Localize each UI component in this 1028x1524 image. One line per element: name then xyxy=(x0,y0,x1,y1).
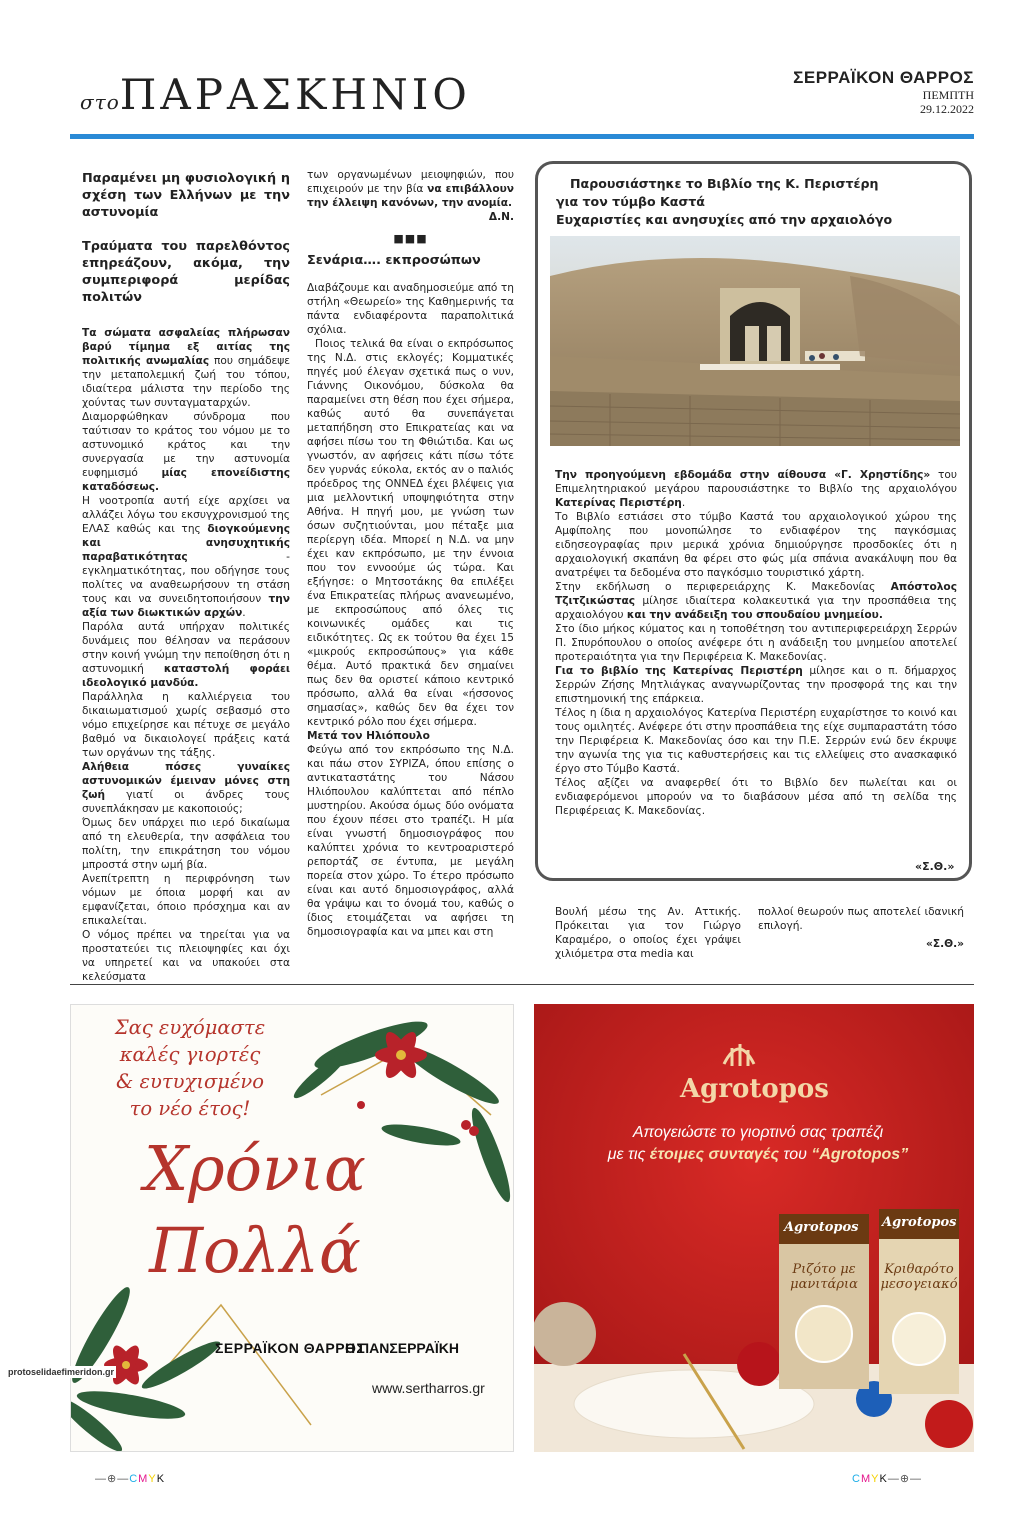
paragraph: πολλοί θεωρούν πως αποτελεί ιδανική επιλογή. xyxy=(758,906,964,932)
newspaper-name: ΣΕΡΡΑΪΚΟΝ ΘΑΡΡΟΣ xyxy=(793,68,974,87)
headline-police-1: Παραμένει μη φυσιολογική η σχέση των Ελλήνων με την αστυνομία xyxy=(82,171,290,220)
script-line: Χρόνια xyxy=(144,1132,366,1205)
ad-slogan xyxy=(558,1122,958,1166)
ad-script-title xyxy=(140,1128,370,1292)
agrotopos-logo: Agrotopos xyxy=(680,1074,829,1104)
slogan-line: Απογειώστε το γιορτινό σας τραπέζι xyxy=(632,1124,884,1141)
greeting-line: & ευτυχισμένο xyxy=(115,1070,265,1093)
logo-panserraiki: Η ΠΑΝΣΕΡΡΑΪΚΗ xyxy=(345,1340,459,1356)
paragraph: Τέλος αξίζει να αναφερθεί ότι το Βιβλίο δεν πωλείται και οι ενδιαφερόμενοι μπορούν να το διαβάσουν μέσα από τη σελίδα της Περιφέρειας Κ. Μακεδονίας. xyxy=(555,777,957,817)
source-watermark: protoselidaefimeridon.gr xyxy=(8,1367,115,1377)
package-2-name: Κριθαρότο μεσογειακό xyxy=(880,1262,958,1292)
paragraph: Αλήθεια πόσες γυναίκες αστυνομικών έμειναν μόνες στη ζωή γιατί οι άνδρες τους συνεπλάκησαν με κακοποιούς; xyxy=(82,761,290,815)
greeting-line: καλές γιορτές xyxy=(119,1043,261,1066)
paragraph: Φεύγω από τον εκπρόσωπο της Ν.Δ. και πάω στον ΣΥΡΙΖΑ, όπου επίσης ο αντικαταστάτης του Νάσου Ηλιόπουλου καλύπτεται από πέπλο μυστηρίου. Ακούσα όμως δύο ονόματα που έχουν πέσει στο τραπέζι. Η μία είναι γνωστή δημοσιογράφος που καλύπτει χρόνια το κεντροαριστερό ρεπορτάζ σε έντυπα, με μεγάλη πορεία στον χώρο. Το έτερο πρόσωπο είναι και αυτό δημοσιογράφος, αλλά θα γράψω και το όνομά του, καθώς ο ίδιος ετοιμάζεται να αφήσει τη δημοσιογραφία και να μπει και στη xyxy=(307,744,514,938)
headline-line: Παρουσιάστηκε το Βιβλίο της Κ. Περιστέρη xyxy=(570,176,879,191)
paragraph: Ο νόμος πρέπει να τηρείται για να προστατεύει τις πλειοψηφίες και όχι να υπηρετεί και να υπακούει στα κελεύσματα xyxy=(82,929,290,983)
paragraph: Στην εκδήλωση ο περιφερειάρχης Κ. Μακεδονίας Απόστολος Τζιτζικώστας μίλησε ιδιαίτερα κολακευτικά για την προσπάθεια της αρχαιολόγου και την ανάδειξη του σπουδαίου μνημείου. xyxy=(555,581,957,621)
section-title-prefix: στο xyxy=(80,90,120,114)
paragraph: Παρόλα αυτά υπήρχαν πολιτικές δυνάμεις που θέλησαν να περάσουν στην κοινή γνώμη την πεποίθηση ότι η αστυνομική καταστολή φοράει ιδεολογικό μανδύα. xyxy=(82,621,290,689)
greeting-line: το νέο έτος! xyxy=(129,1097,251,1120)
signature: «Σ.Θ.» xyxy=(926,938,964,950)
article-police xyxy=(82,170,290,984)
paragraph: Όμως δεν υπάρχει πιο ιερό δικαίωμα από τη ελευθερία, την ασφάλεια του πολίτη, την επικράτηση του νόμου μπροστά στην ωμή βία. xyxy=(82,817,290,871)
boxed-headline xyxy=(556,175,956,229)
paragraph: Ανεπίτρεπτη η περιφρόνηση των νόμων με όποια μορφή και αν εμφανίζεται, όποιο πρόσχημα και αν επικαλείται. xyxy=(82,873,290,927)
separator: ■■■ xyxy=(393,232,428,245)
paragraph: Διαβάζουμε και αναδημοσιεύμε από τη στήλη «Θεωρείο» της Καθημερινής τα πάντα ενδιαφέροντα παραπολιτικά σχόλια. xyxy=(307,282,514,336)
slogan-line: με τις έτοιμες συνταγές του “Agrotopos” xyxy=(607,1146,909,1163)
subheading: Μετά τον Ηλιόπουλο xyxy=(307,730,430,742)
paragraph: Τα σώματα ασφαλείας πλήρωσαν βαρύ τίμημα εξ αιτίας της πολιτικής ανωμαλίας που σημάδεψε την μεταπολεμική ζωή του τόπου, ιδιαίτερα μάλιστα την περίοδο της χούντας των συνταγματαρχών. xyxy=(82,327,290,409)
paragraph: Τέλος η ίδια η αρχαιολόγος Κατερίνα Περιστέρη ευχαρίστησε το κοινό και τους ομιλητές. Ανέφερε ότι στην προσπάθεια της είχε συμπαραστάτη τόσο την Περιφέρεια Κ. Μακεδονίας όσο και την Π.Ε. Σερρών ενώ δεν έκρυψε την αγωνία της για τις καθυστερήσεις και τις ελλείψεις στο ανασκαφικό έργο στο Τύμβο Καστά. xyxy=(555,707,957,775)
paragraph: Ποιος τελικά θα είναι ο εκπρόσωπος της Ν.Δ. στις εκλογές; Κομματικές πηγές μού έλεγαν σχετικά πως ο νυν, Γιάννης Οικονόμου, δύσκολα θα παραμείνει στη θέση που έχει σήμερα, καθώς αυτό θα συνεπάγεται μεταπήδηση στο Επικρατείας και να αφήσει πίσω του τη Φθιώτιδα. Και ως γνωστόν, αν αφήσεις κάτι πίσω τότε δεν γυρνάς εύκολα, εκτός αν ο παλιός πρόεδρος της ΟΝΝΕΔ έχει βλέψεις για μια μελλοντική υποψηφιότητα στην Αθήνα. Η πηγή μου, με γνώση των όσων συζητιούνται, μου πέταξε μια περίεργη ιδέα. Μπορεί η Ν.Δ. να μην έχει καν εκπρόσωπο, με την έννοια που τον εννοούμε ώς τώρα. Και εξήγησε: ο Μητσοτάκης θα επιλέξει ένα Επικρατείας πλήρως ανανεωμένο, με εκπροσώπους από όλες τις κοινωνικές ομάδες και τις ειδικότητες. Ως εκ τούτου θα έχει 15 «μικρούς εκπροσώπους» για κάθε θέμα. Αυτό πρακτικά δεν σημαίνει πως δεν θα οριστεί κάποιο κεντρικό πρόσωπο, αλλά θα είναι «ήσσονος σημασίας», καθώς δεν θα έχει τον κεντρικό ρόλο που έχει σήμερα. xyxy=(307,338,514,728)
masthead xyxy=(793,68,974,116)
package-1-name: Ριζότο με μανιτάρια xyxy=(790,1262,858,1292)
article-scenarios xyxy=(307,168,514,939)
tomb-photo xyxy=(550,236,960,446)
paragraph: Η νοοτροπία αυτή είχε αρχίσει να αλλάζει λόγω του εκσυγχρονισμού της ΕΛΑΣ καθώς και της διογκούμενης και ανησυχητικής παραβατικότητας - εγκληματικότητας, που οδήγησε τους πολίτες να αναθεωρήσουν τη στάση τους και να συνειδητοποιήσουν την αξία των διωκτικών αρχών. xyxy=(82,495,290,619)
cmyk-mark-right: CMYK—⊕— xyxy=(852,1473,923,1485)
tail-right xyxy=(758,905,964,951)
boxed-article-body xyxy=(555,468,957,818)
headline-scenarios: Σενάρια…. εκπροσώπων xyxy=(307,253,481,268)
paragraph: Για το βιβλίο της Κατερίνας Περιστέρη μίλησε και ο π. δήμαρχος Σερρών Ζήσης Μητλιάγκας αναγνωρίζοντας την προσφορά της και την επιστημονική της επάρκεια. xyxy=(555,665,958,705)
headline-line: Ευχαριστίες και ανησυχίες από την αρχαιολόγο xyxy=(556,212,893,227)
tomb-photo-image xyxy=(550,236,960,446)
issue-day: ΠΕΜΠΤΗ xyxy=(922,88,974,102)
paragraph: των οργανωμένων μειοψηφιών, που επιχειρούν με την βία να επιβάλλουν την έλλειψη κανόνων, την ανομία. xyxy=(307,169,514,209)
headline-police-2: Τραύματα του παρελθόντος επηρεάζουν, ακόμα, την συμπεριφορά μερίδας πολιτών xyxy=(82,239,290,305)
signature: «Σ.Θ.» xyxy=(915,860,955,873)
ad-greeting xyxy=(95,1014,285,1122)
paragraph: Την προηγούμενη εβδομάδα στην αίθουσα «Γ. Χρηστίδης» του Επιμελητηριακού μεγάρου παρουσιάστηκε το Βιβλίο της αρχαιολόγου Κατερίνας Περιστέρη. xyxy=(555,469,957,509)
script-line: Πολλά xyxy=(149,1214,361,1287)
middle-rule xyxy=(70,984,974,985)
paragraph: Στο ίδιο μήκος κύματος και η τοποθέτηση του αντιπεριφερειάρχη Σερρών Π. Σπυρόπουλου ο οποίος ανέφερε ότι η ανάδειξη του μνημείου αποτελεί προτεραιότητα για την Περιφέρεια Κ. Μακεδονίας. xyxy=(555,623,957,663)
paragraph: Διαμορφώθηκαν σύνδρομα που ταύτισαν το κράτος του νόμου με το αστυνομικό κράτος και την συνεργασία με την αστυνομία ευφημισμό μίας επονείδιστης καταδόσεως. xyxy=(82,411,290,493)
greeting-line: Σας ευχόμαστε xyxy=(114,1016,266,1039)
paragraph: Το Βιβλίο εστιάσει στο τύμβο Καστά του αρχαιολογικού χώρου της Αμφίπολης που μονοπώλησε το ενδιαφέρον της παγκόσμιας ειδησεογραφίας πριν μερικά χρόνια δημιούργησε προσδοκίες ότι η αρχαιολογική σκαπάνη θα φέρει στο φώς μία σπάνια ανακάλυψη που θα ανατρέψει τα δεδομένα στο παγκόσμιο τουριστικό χάρτη. xyxy=(555,511,957,579)
logo-sertharros: ΣΕΡΡΑΪΚΟΝ ΘΑΡΡΟΣ xyxy=(215,1340,366,1356)
package-2-brand: Agrotopos xyxy=(882,1215,957,1230)
signature: Δ.Ν. xyxy=(488,211,514,223)
package-1-brand: Agrotopos xyxy=(784,1220,859,1235)
cmyk-mark-left: —⊕—CMYK xyxy=(95,1473,166,1485)
section-title xyxy=(80,70,471,119)
section-title-main: ΠΑΡΑΣΚΗΝΙΟ xyxy=(119,70,471,119)
issue-date: 29.12.2022 xyxy=(920,102,974,116)
paragraph: Βουλή μέσω της Αν. Αττικής. Πρόκειται για τον Γιώργο Καραμέρο, ο οποίος έχει γράψει χιλιόμετρα στα media και xyxy=(555,906,741,960)
headline-line: για τον τύμβο Καστά xyxy=(556,194,705,209)
top-rule xyxy=(70,134,974,139)
ad-website-link[interactable]: www.sertharros.gr xyxy=(372,1380,485,1396)
paragraph: Παράλληλα η καλλιέργεια του δικαιωματισμού χωρίς σεβασμό στο νόμο επιχείρησε και πέτυχε σε μεγάλο βαθμό να δικαιολογεί πράξεις κατά των οργάνων της τάξης. xyxy=(82,691,290,759)
